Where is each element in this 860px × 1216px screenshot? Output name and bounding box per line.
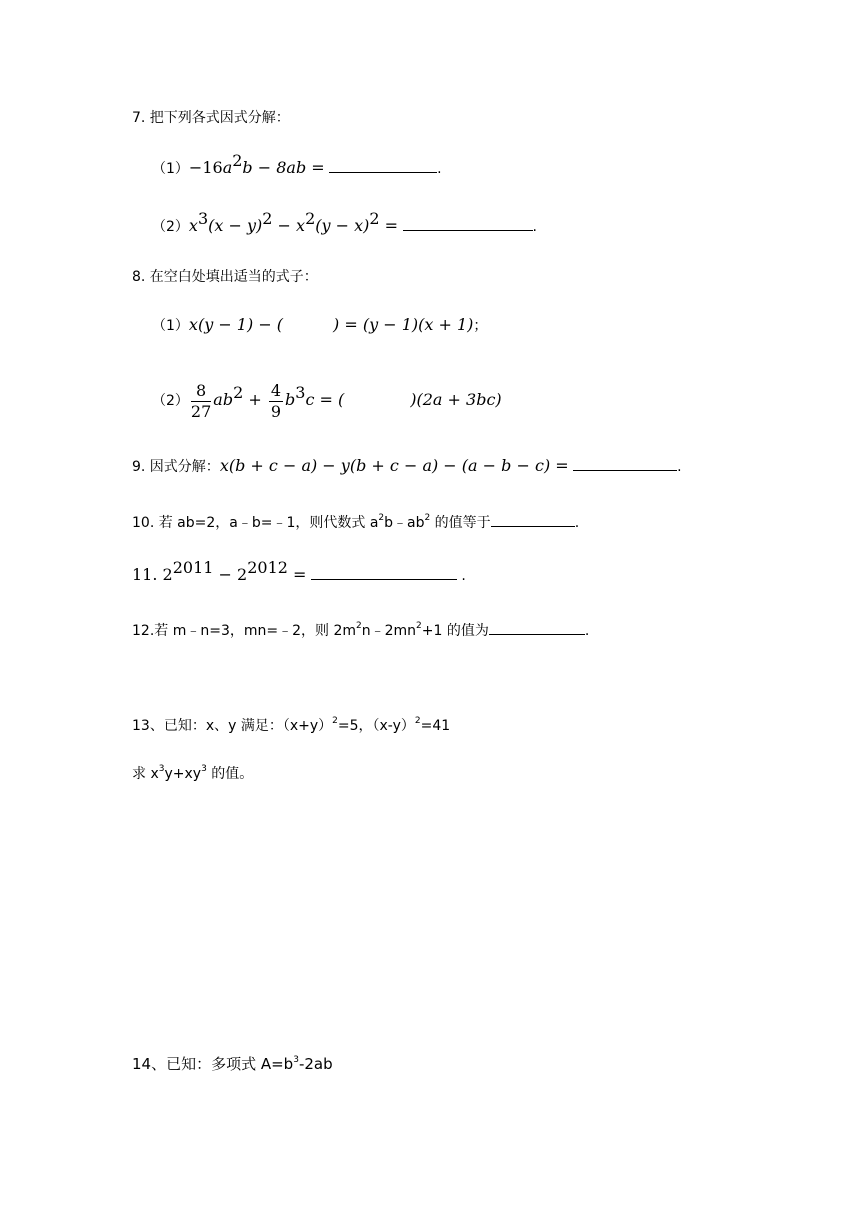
- math-text: − x: [272, 216, 306, 235]
- text: 的值等于: [430, 515, 491, 531]
- q11: [132, 558, 466, 586]
- math-text: b: [285, 390, 296, 409]
- math-text: +: [243, 390, 267, 409]
- q13-line1: [132, 716, 450, 736]
- math-text: ) = (y − 1)(x + 1): [333, 315, 474, 334]
- q9-label: 9. 因式分解：: [132, 459, 220, 475]
- text: -2ab: [298, 1055, 333, 1073]
- math-text: c = (: [305, 390, 345, 409]
- fraction: [269, 381, 283, 422]
- math-text: =: [287, 565, 307, 584]
- q7-label: 7. 把下列各式因式分解：: [132, 110, 290, 126]
- exponent: 3: [158, 764, 165, 774]
- text: 的值。: [206, 766, 254, 782]
- exponent: 2: [416, 621, 422, 631]
- text: 10. 若 ab=2，a﹣b=﹣1，则代数式 a: [132, 515, 379, 531]
- fraction-numerator: 4: [270, 380, 282, 400]
- punct: .: [677, 459, 682, 475]
- exponent: 2: [369, 209, 380, 228]
- math-text: 11. 2: [132, 565, 173, 584]
- math-text: (y − x): [315, 216, 370, 235]
- q10: [132, 512, 579, 533]
- q12: [132, 620, 589, 641]
- q8-part2: [152, 378, 502, 423]
- answer-blank[interactable]: [311, 565, 457, 580]
- exponent: 3: [293, 1055, 299, 1065]
- exponent: 2: [378, 513, 385, 523]
- answer-blank[interactable]: [489, 620, 585, 635]
- fraction-denominator: 27: [190, 401, 212, 421]
- exponent: 2: [305, 209, 316, 228]
- q7-part1: [152, 151, 442, 179]
- punct: .: [584, 623, 590, 639]
- exponent: 2: [232, 151, 243, 170]
- exponent: 3: [295, 383, 306, 402]
- exponent: 2: [262, 209, 273, 228]
- punct: .: [437, 161, 442, 177]
- math-text: ab: [213, 390, 234, 409]
- text: 14、已知：多项式 A=b: [132, 1055, 294, 1073]
- exponent: 2: [424, 513, 431, 523]
- math-text: − 2: [213, 565, 248, 584]
- punct: .: [456, 568, 466, 584]
- math-text: (x − y): [208, 216, 263, 235]
- answer-blank[interactable]: [329, 158, 437, 173]
- exponent: 2011: [172, 558, 214, 577]
- exponent: 3: [197, 209, 209, 228]
- fill-space[interactable]: [283, 316, 333, 330]
- math-text: x(y − 1) − (: [188, 315, 284, 334]
- text: +1 的值为: [421, 623, 489, 639]
- part-number: （2）: [152, 393, 189, 409]
- fraction-denominator: 9: [270, 401, 282, 421]
- text: 13、已知：x、y 满足：（x+y）: [132, 718, 333, 734]
- punct: .: [532, 219, 537, 235]
- fraction-numerator: 8: [191, 381, 211, 402]
- text: 12.若 m﹣n=3，mn=﹣2，则 2m: [132, 623, 357, 639]
- math-text: =: [379, 216, 399, 235]
- text: =41: [420, 718, 451, 734]
- math-text: )(2a + 3bc): [410, 390, 502, 409]
- q8-label: 8. 在空白处填出适当的式子：: [132, 269, 318, 285]
- answer-blank[interactable]: [573, 456, 677, 471]
- text: n﹣2mn: [361, 623, 417, 639]
- answer-blank[interactable]: [491, 512, 575, 527]
- fill-space[interactable]: [344, 391, 410, 405]
- text: y+xy: [164, 766, 202, 782]
- part-number: （1）: [152, 318, 189, 334]
- math-text: x(b + c − a) − y(b + c − a) − (a − b − c) =: [219, 456, 569, 475]
- exponent: 2: [356, 621, 362, 631]
- punct: ；: [473, 318, 488, 334]
- math-text: a: [222, 158, 233, 177]
- exponent: 2012: [247, 558, 288, 577]
- q13-line2: [132, 764, 253, 784]
- math-text: x: [188, 216, 198, 235]
- exponent: 2: [332, 716, 338, 726]
- answer-blank[interactable]: [403, 216, 533, 231]
- q14: [132, 1054, 333, 1074]
- text: b﹣ab: [384, 515, 425, 531]
- part-number: （2）: [152, 219, 189, 235]
- exponent: 2: [233, 383, 244, 402]
- text: 求 x: [132, 766, 159, 782]
- exponent: 2: [414, 716, 421, 726]
- q7-part2: [152, 209, 537, 237]
- exponent: 3: [201, 764, 207, 774]
- q8-part1: [152, 315, 487, 336]
- text: =5，（x-y）: [337, 718, 415, 734]
- part-number: （1）: [152, 161, 189, 177]
- math-text: b − 8ab =: [242, 158, 325, 177]
- fraction: [191, 381, 211, 422]
- math-text: −16: [188, 158, 223, 177]
- punct: .: [574, 515, 580, 531]
- q9: [132, 456, 682, 477]
